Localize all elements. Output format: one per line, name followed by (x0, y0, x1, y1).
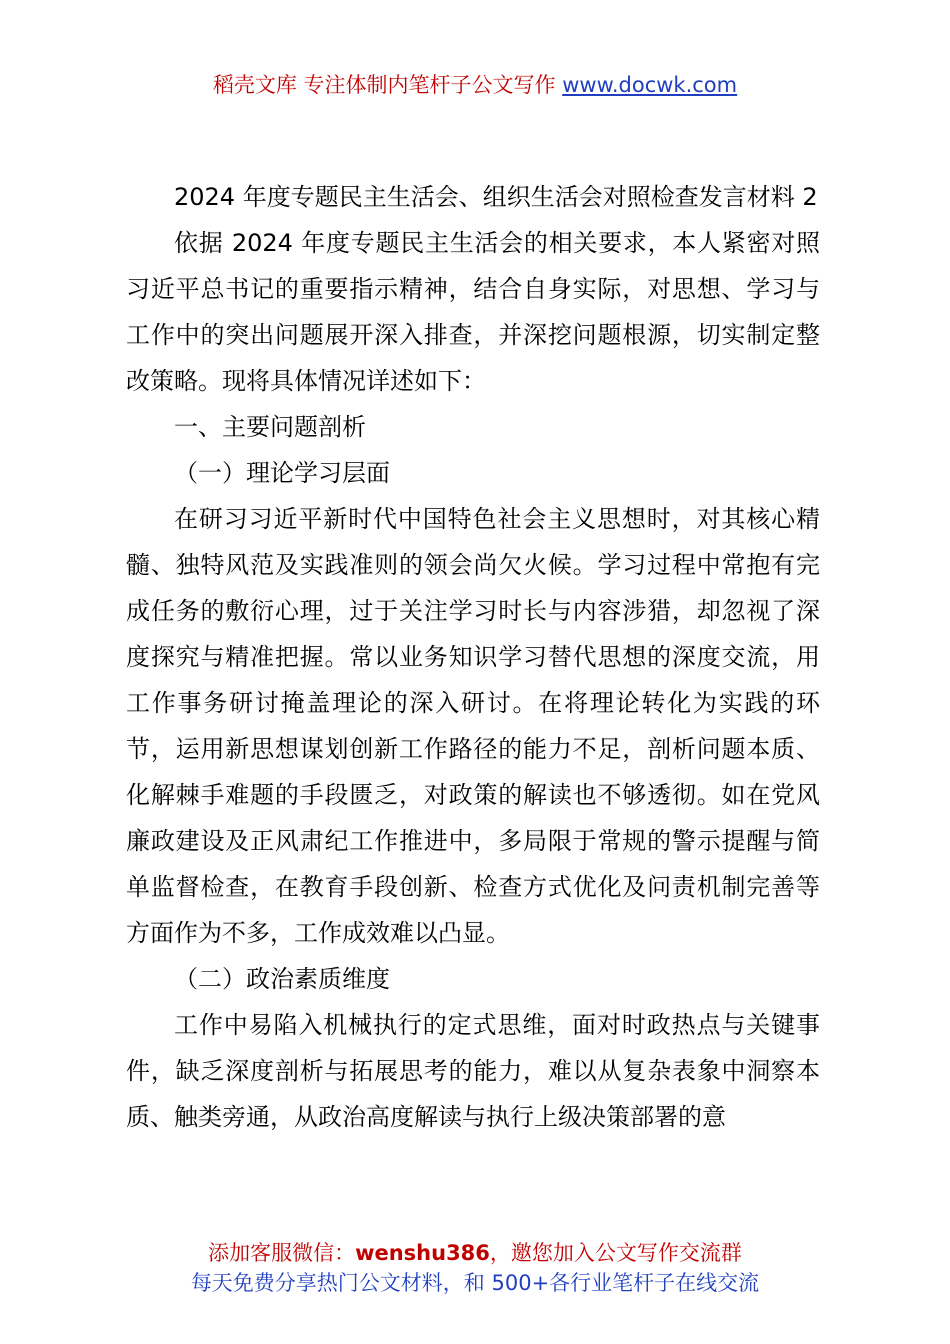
body-paragraph: 在研习习近平新时代中国特色社会主义思想时，对其核心精髓、独特风范及实践准则的领会尚欠火候。学习过程中常抱有完成任务的敷衍心理，过于关注学习时长与内容涉猎，却忽视了深度探究与精准把握。常以业务知识学习替代思想的深度交流，用工作事务研讨掩盖理论的深入研讨。在将理论转化为实践的环节，运用新思想谋划创新工作路径的能力不足，剖析问题本质、化解棘手难题的手段匮乏，对政策的解读也不够透彻。如在党风廉政建设及正风肃纪工作推进中，多局限于常规的警示提醒与简单监督检查，在教育手段创新、检查方式优化及问责机制完善等方面作为不多，工作成效难以凸显。 (126, 505, 820, 947)
body-paragraph: 工作中易陷入机械执行的定式思维，面对时政热点与关键事件，缺乏深度剖析与拓展思考的能力，难以从复杂表象中洞察本质、触类旁通，从政治高度解读与执行上级决策部署的意 (126, 1011, 820, 1131)
document-title: 2024 年度专题民主生活会、组织生活会对照检查发言材料 2 (174, 183, 818, 211)
section-heading: 一、主要问题剖析 (174, 413, 366, 441)
footer-line-1 (0, 1238, 950, 1268)
footer-line-2: 每天免费分享热门公文材料，和 500+各行业笔杆子在线交流 (190, 1271, 760, 1295)
document-body (126, 174, 820, 1140)
footer-wechat-id: wenshu386 (355, 1241, 490, 1265)
page-header (0, 68, 950, 102)
page-footer (0, 1238, 950, 1298)
footer-wechat-suffix: ，邀您加入公文写作交流群 (489, 1241, 742, 1265)
header-brand: 稻壳文库 专注体制内笔杆子公文写作 (212, 73, 556, 97)
subsection-heading: （二）政治素质维度 (174, 965, 390, 993)
subsection-heading: （一）理论学习层面 (174, 459, 390, 487)
footer-wechat-prefix: 添加客服微信： (208, 1241, 356, 1265)
header-url-link[interactable]: www.docwk.com (562, 73, 738, 97)
intro-paragraph: 依据 2024 年度专题民主生活会的相关要求，本人紧密对照习近平总书记的重要指示精神，结合自身实际，对思想、学习与工作中的突出问题展开深入排查，并深挖问题根源，切实制定整改策略。现将具体情况详述如下： (126, 229, 820, 395)
